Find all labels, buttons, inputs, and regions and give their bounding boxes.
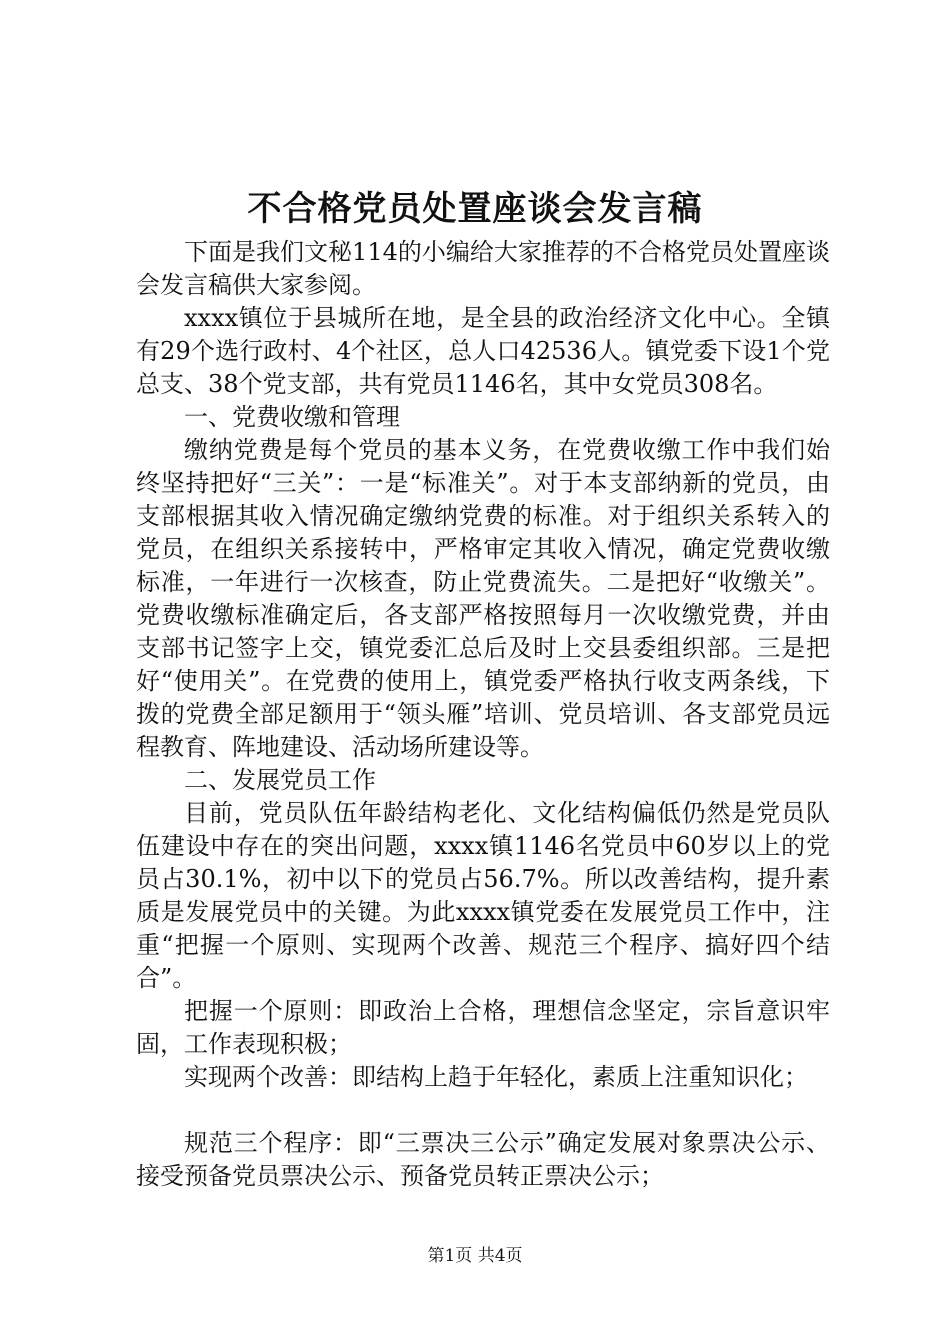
two-improvements-paragraph: 实现两个改善：即结构上趋于年轻化，素质上注重知识化； bbox=[184, 1063, 808, 1091]
overview-paragraph: xxxx镇位于县城所在地，是全县的政治经济文化中心。全镇有29个选行政村、4个社区，总人口42536人。镇党委下设1个党总支、38个党支部，共有党员1146名，其中女党员308名。 bbox=[136, 304, 830, 398]
member-development-paragraph: 目前，党员队伍年龄结构老化、文化结构偏低仍然是党员队伍建设中存在的突出问题，xxxx镇1146名党员中60岁以上的党员占30.1%，初中以下的党员占56.7%。所以改善结构，提升素质是发展党员中的关键。为此xxxx镇党委在发展党员工作中，注重“把握一个原则、实现两个改善、规范三个程序、搞好四个结合”。 bbox=[136, 799, 830, 992]
page-number-footer: 第1页 共4页 bbox=[427, 1246, 523, 1266]
document-title: 不合格党员处置座谈会发言稿 bbox=[247, 189, 703, 229]
party-fees-paragraph: 缴纳党费是每个党员的基本义务，在党费收缴工作中我们始终坚持把好“三关”：一是“标准关”。对于本支部纳新的党员，由支部根据其收入情况确定缴纳党费的标准。对于组织关系转入的党员，在组织关系接转中，严格审定其收入情况，确定党费收缴标准，一年进行一次核查，防止党费流失。二是把好“收缴关”。党费收缴标准确定后，各支部严格按照每月一次收缴党费，并由支部书记签字上交，镇党委汇总后及时上交县委组织部。三是把好“使用关”。在党费的使用上，镇党委严格执行收支两条线，下拨的党费全部足额用于“领头雁”培训、党员培训、各支部党员远程教育、阵地建设、活动场所建设等。 bbox=[136, 436, 830, 761]
section-heading-party-fees: 一、党费收缴和管理 bbox=[184, 403, 400, 431]
section-heading-member-development: 二、发展党员工作 bbox=[184, 766, 376, 794]
document-body bbox=[136, 236, 830, 1193]
three-procedures-paragraph: 规范三个程序：即“三票决三公示”确定发展对象票决公示、接受预备党员票决公示、预备党员转正票决公示； bbox=[136, 1129, 830, 1190]
one-principle-paragraph: 把握一个原则：即政治上合格，理想信念坚定，宗旨意识牢固，工作表现积极； bbox=[136, 997, 830, 1058]
intro-paragraph: 下面是我们文秘114的小编给大家推荐的不合格党员处置座谈会发言稿供大家参阅。 bbox=[136, 238, 830, 299]
